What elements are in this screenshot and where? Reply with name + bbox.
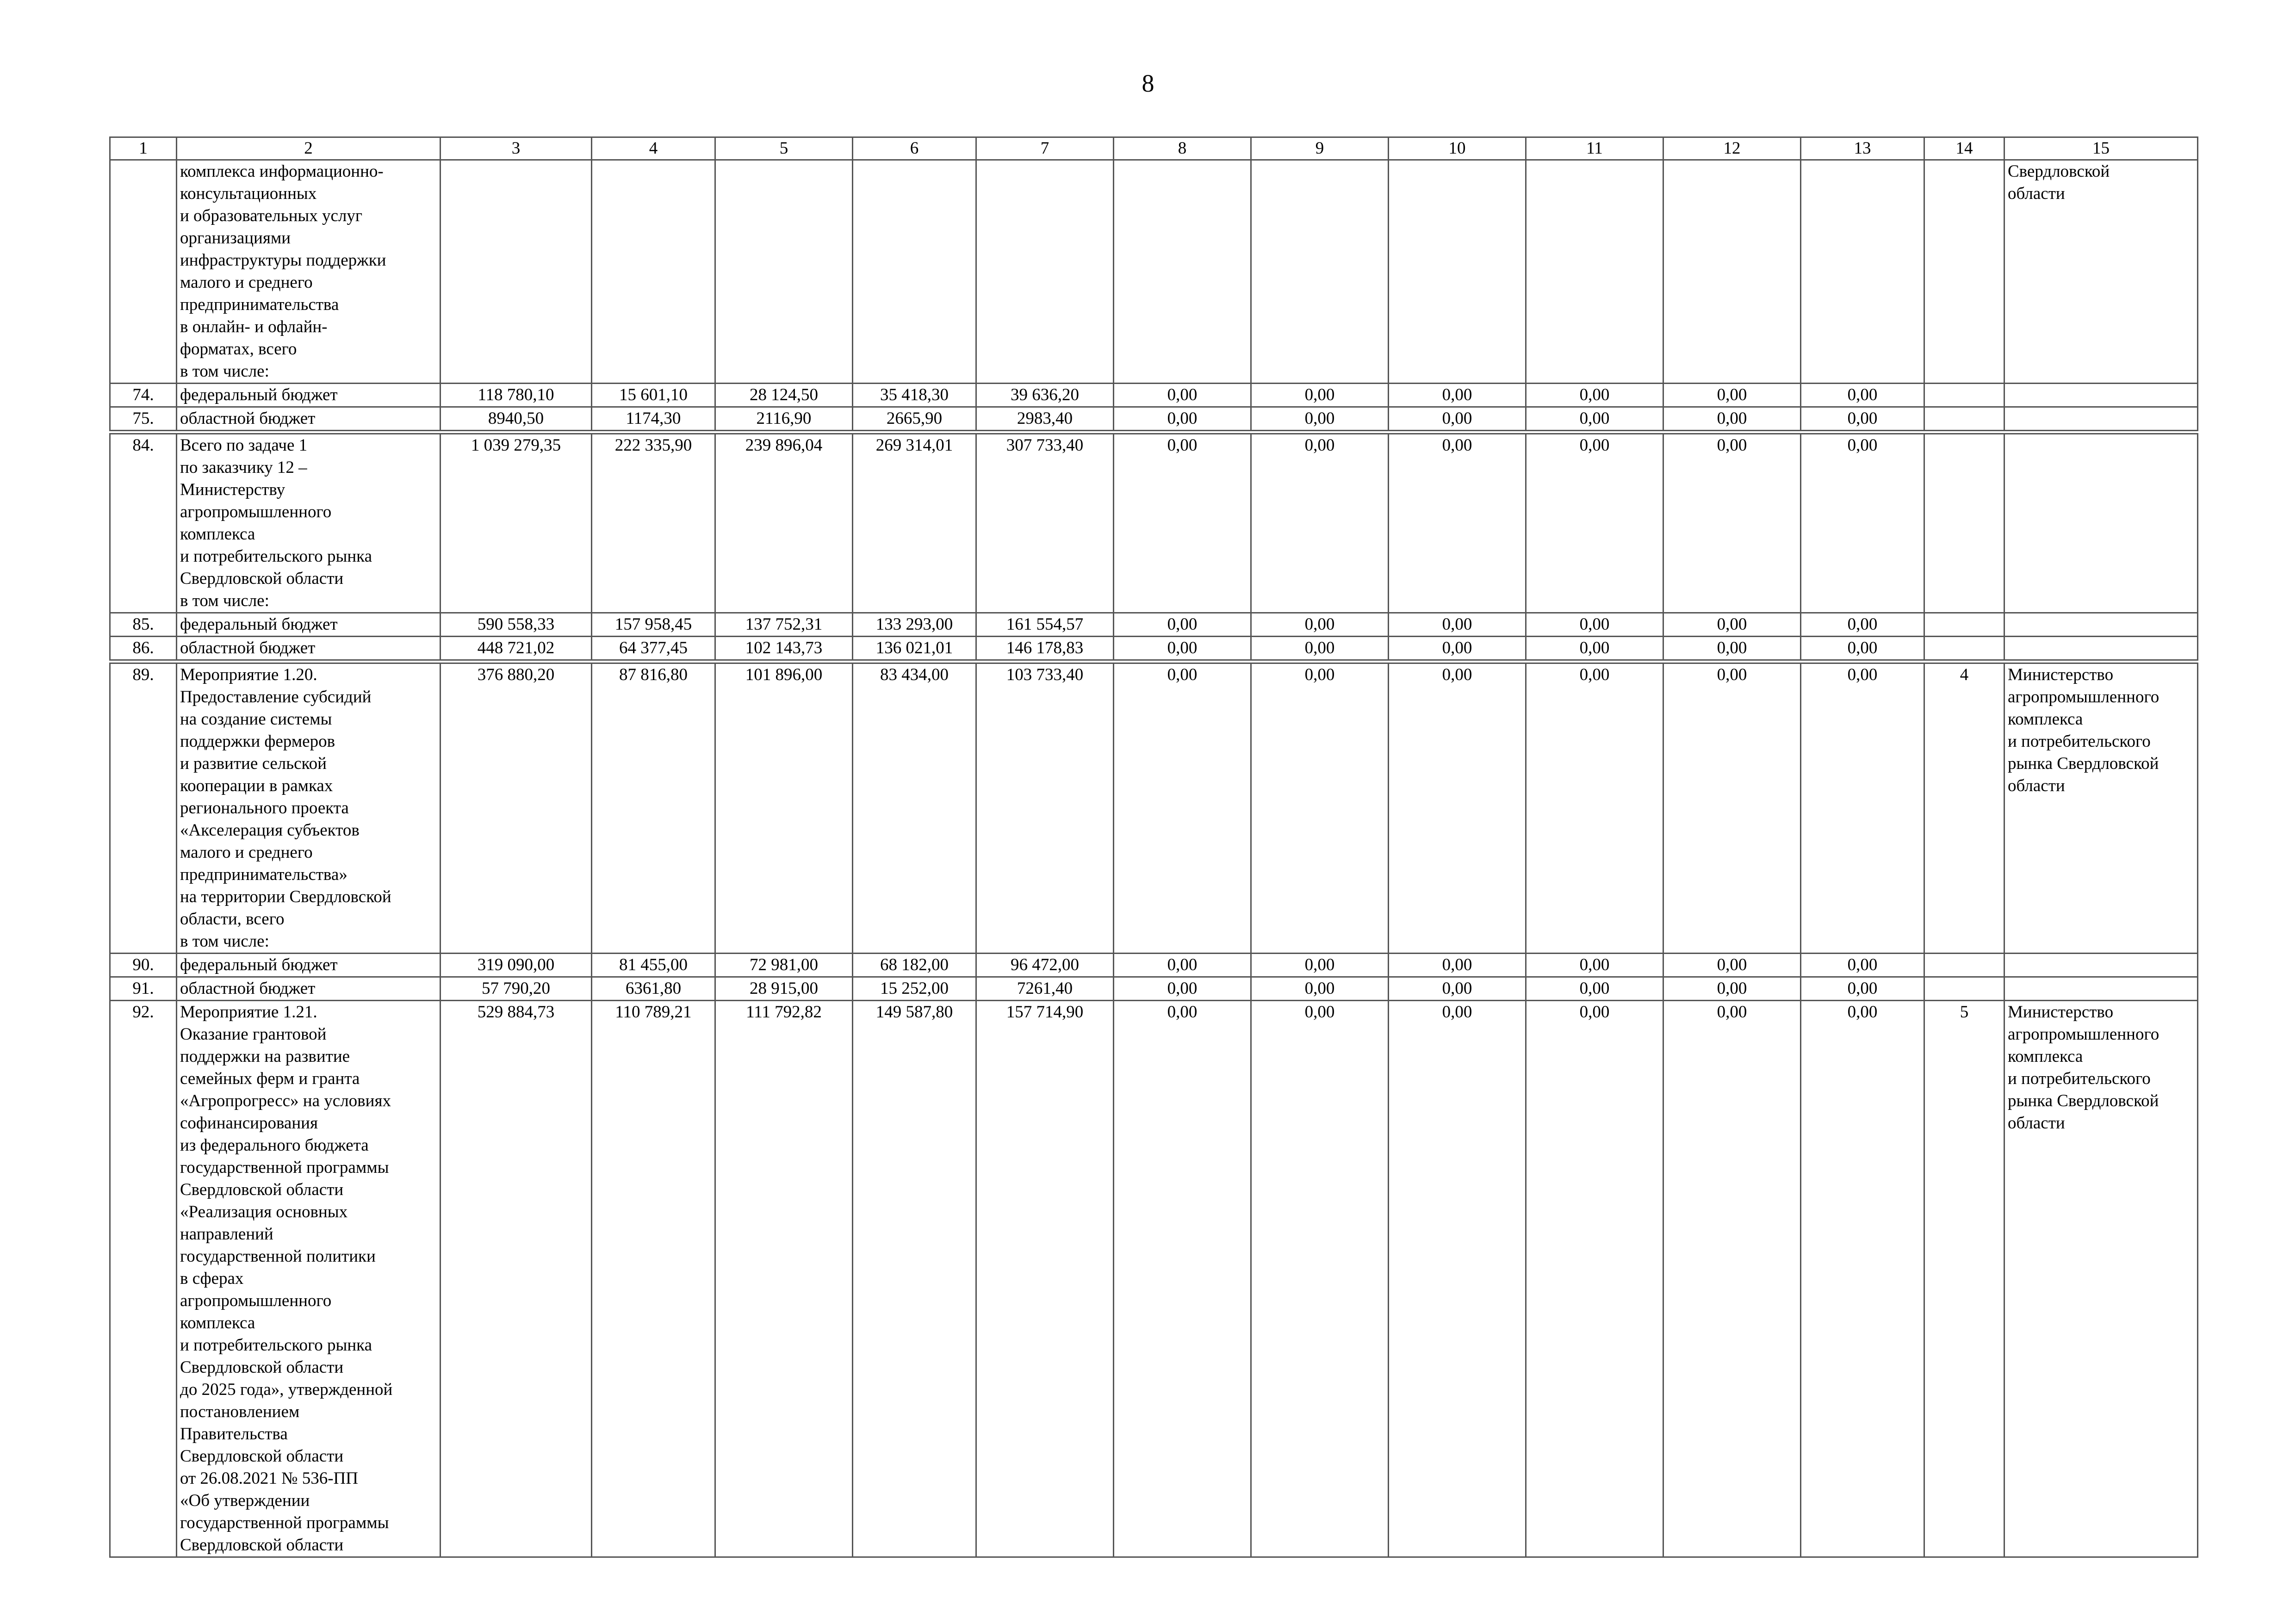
column-header: 13 <box>1801 137 1924 160</box>
value-cell: 0,00 <box>1801 432 1924 613</box>
table-row <box>110 432 2198 613</box>
table-row <box>110 613 2198 637</box>
value-cell: 68 182,00 <box>853 954 976 977</box>
target-indicator-cell <box>1924 613 2004 637</box>
row-number: 92. <box>110 1001 177 1557</box>
value-cell: 110 789,21 <box>592 1001 715 1557</box>
value-cell <box>1114 160 1251 384</box>
value-cell: 0,00 <box>1251 384 1389 407</box>
value-cell: 0,00 <box>1389 384 1526 407</box>
value-cell: 0,00 <box>1389 407 1526 433</box>
executor-cell <box>2004 384 2198 407</box>
value-cell: 161 554,57 <box>976 613 1114 637</box>
value-cell: 269 314,01 <box>853 432 976 613</box>
target-indicator-cell <box>1924 637 2004 662</box>
value-cell: 0,00 <box>1526 613 1663 637</box>
value-cell: 590 558,33 <box>441 613 592 637</box>
row-number: 90. <box>110 954 177 977</box>
value-cell: 0,00 <box>1114 1001 1251 1557</box>
value-cell: 0,00 <box>1801 613 1924 637</box>
value-cell: 2116,90 <box>715 407 853 433</box>
value-cell: 0,00 <box>1114 384 1251 407</box>
row-number: 84. <box>110 432 177 613</box>
table-row <box>110 977 2198 1001</box>
row-name: областной бюджет <box>177 977 441 1001</box>
target-indicator-cell <box>1924 160 2004 384</box>
executor-cell <box>2004 954 2198 977</box>
value-cell: 28 915,00 <box>715 977 853 1001</box>
value-cell: 0,00 <box>1801 1001 1924 1557</box>
value-cell: 448 721,02 <box>441 637 592 662</box>
value-cell: 0,00 <box>1251 977 1389 1001</box>
value-cell: 307 733,40 <box>976 432 1114 613</box>
value-cell: 39 636,20 <box>976 384 1114 407</box>
executor-cell: Министерство агропромышленного комплекса и потребительского рынка Свердловской области <box>2004 662 2198 954</box>
row-number: 89. <box>110 662 177 954</box>
value-cell: 1174,30 <box>592 407 715 433</box>
value-cell: 0,00 <box>1663 954 1801 977</box>
value-cell: 2665,90 <box>853 407 976 433</box>
row-name: федеральный бюджет <box>177 613 441 637</box>
value-cell: 0,00 <box>1663 662 1801 954</box>
value-cell: 239 896,04 <box>715 432 853 613</box>
value-cell: 0,00 <box>1663 977 1801 1001</box>
column-header: 14 <box>1924 137 2004 160</box>
value-cell: 0,00 <box>1114 407 1251 433</box>
value-cell: 0,00 <box>1663 432 1801 613</box>
row-name: федеральный бюджет <box>177 384 441 407</box>
column-header: 10 <box>1389 137 1526 160</box>
column-header: 4 <box>592 137 715 160</box>
executor-cell: Свердловской области <box>2004 160 2198 384</box>
row-name: областной бюджет <box>177 637 441 662</box>
value-cell: 0,00 <box>1663 407 1801 433</box>
executor-cell <box>2004 637 2198 662</box>
column-header: 15 <box>2004 137 2198 160</box>
row-name: федеральный бюджет <box>177 954 441 977</box>
value-cell <box>976 160 1114 384</box>
value-cell: 0,00 <box>1251 1001 1389 1557</box>
column-header: 12 <box>1663 137 1801 160</box>
column-header: 3 <box>441 137 592 160</box>
row-name: Мероприятие 1.20. Предоставление субсидий на создание системы поддержки фермеров и развитие сельской кооперации в рамках регионального проекта «Акселерация субъектов малого и среднего предпринимательства» на территории Свердловской области, всего в том числе: <box>177 662 441 954</box>
value-cell: 0,00 <box>1389 662 1526 954</box>
value-cell: 0,00 <box>1389 432 1526 613</box>
value-cell: 0,00 <box>1251 407 1389 433</box>
value-cell: 15 601,10 <box>592 384 715 407</box>
value-cell: 35 418,30 <box>853 384 976 407</box>
value-cell: 0,00 <box>1526 954 1663 977</box>
column-header: 11 <box>1526 137 1663 160</box>
value-cell: 0,00 <box>1114 954 1251 977</box>
budget-table <box>109 136 2198 1558</box>
value-cell: 0,00 <box>1526 1001 1663 1557</box>
value-cell: 0,00 <box>1663 384 1801 407</box>
value-cell: 0,00 <box>1801 407 1924 433</box>
row-number: 74. <box>110 384 177 407</box>
value-cell: 137 752,31 <box>715 613 853 637</box>
value-cell: 111 792,82 <box>715 1001 853 1557</box>
column-header: 8 <box>1114 137 1251 160</box>
value-cell: 529 884,73 <box>441 1001 592 1557</box>
value-cell: 1 039 279,35 <box>441 432 592 613</box>
target-indicator-cell <box>1924 384 2004 407</box>
column-header: 7 <box>976 137 1114 160</box>
table-row <box>110 637 2198 662</box>
value-cell: 28 124,50 <box>715 384 853 407</box>
target-indicator-cell <box>1924 407 2004 433</box>
value-cell: 0,00 <box>1663 637 1801 662</box>
value-cell: 0,00 <box>1526 637 1663 662</box>
value-cell: 376 880,20 <box>441 662 592 954</box>
column-header: 2 <box>177 137 441 160</box>
row-name: областной бюджет <box>177 407 441 433</box>
value-cell: 0,00 <box>1251 662 1389 954</box>
value-cell: 0,00 <box>1114 977 1251 1001</box>
value-cell: 118 780,10 <box>441 384 592 407</box>
table-row <box>110 1001 2198 1557</box>
value-cell: 0,00 <box>1526 662 1663 954</box>
value-cell: 149 587,80 <box>853 1001 976 1557</box>
row-number: 85. <box>110 613 177 637</box>
value-cell: 72 981,00 <box>715 954 853 977</box>
value-cell: 8940,50 <box>441 407 592 433</box>
value-cell <box>1251 160 1389 384</box>
table-row <box>110 662 2198 954</box>
value-cell: 81 455,00 <box>592 954 715 977</box>
value-cell: 222 335,90 <box>592 432 715 613</box>
value-cell <box>715 160 853 384</box>
value-cell: 319 090,00 <box>441 954 592 977</box>
value-cell: 0,00 <box>1663 613 1801 637</box>
row-number <box>110 160 177 384</box>
value-cell <box>1801 160 1924 384</box>
value-cell: 0,00 <box>1526 407 1663 433</box>
column-header: 1 <box>110 137 177 160</box>
value-cell: 0,00 <box>1801 954 1924 977</box>
value-cell <box>853 160 976 384</box>
row-name: Всего по задаче 1 по заказчику 12 – Министерству агропромышленного комплекса и потребительского рынка Свердловской области в том числе: <box>177 432 441 613</box>
executor-cell <box>2004 613 2198 637</box>
value-cell: 7261,40 <box>976 977 1114 1001</box>
row-name: Мероприятие 1.21. Оказание грантовой поддержки на развитие семейных ферм и гранта «Агропрогресс» на условиях софинансирования из федерального бюджета государственной программы Свердловской области «Реализация основных направлений государственной политики в сферах агропромышленного комплекса и потребительского рынка Свердловской области до 2025 года», утвержденной постановлением Правительства Свердловской области от 26.08.2021 № 536-ПП «Об утверждении государственной программы Свердловской области <box>177 1001 441 1557</box>
target-indicator-cell: 4 <box>1924 662 2004 954</box>
value-cell: 0,00 <box>1526 977 1663 1001</box>
target-indicator-cell <box>1924 954 2004 977</box>
executor-cell: Министерство агропромышленного комплекса и потребительского рынка Свердловской области <box>2004 1001 2198 1557</box>
value-cell: 136 021,01 <box>853 637 976 662</box>
value-cell: 0,00 <box>1251 432 1389 613</box>
column-header: 6 <box>853 137 976 160</box>
column-header: 5 <box>715 137 853 160</box>
value-cell: 0,00 <box>1801 637 1924 662</box>
value-cell: 0,00 <box>1114 637 1251 662</box>
value-cell: 0,00 <box>1114 432 1251 613</box>
executor-cell <box>2004 407 2198 433</box>
value-cell: 133 293,00 <box>853 613 976 637</box>
value-cell: 157 714,90 <box>976 1001 1114 1557</box>
row-number: 75. <box>110 407 177 433</box>
value-cell: 2983,40 <box>976 407 1114 433</box>
value-cell: 0,00 <box>1389 954 1526 977</box>
value-cell: 0,00 <box>1389 613 1526 637</box>
value-cell: 0,00 <box>1389 1001 1526 1557</box>
value-cell: 0,00 <box>1526 384 1663 407</box>
value-cell: 0,00 <box>1389 637 1526 662</box>
column-header: 9 <box>1251 137 1389 160</box>
target-indicator-cell <box>1924 432 2004 613</box>
value-cell: 83 434,00 <box>853 662 976 954</box>
table-row <box>110 954 2198 977</box>
value-cell: 6361,80 <box>592 977 715 1001</box>
executor-cell <box>2004 977 2198 1001</box>
value-cell: 0,00 <box>1251 637 1389 662</box>
value-cell: 0,00 <box>1114 662 1251 954</box>
page-number: 8 <box>1142 69 1154 97</box>
value-cell: 87 816,80 <box>592 662 715 954</box>
value-cell <box>1389 160 1526 384</box>
value-cell: 103 733,40 <box>976 662 1114 954</box>
value-cell: 146 178,83 <box>976 637 1114 662</box>
value-cell <box>1526 160 1663 384</box>
table-row <box>110 160 2198 384</box>
value-cell: 0,00 <box>1114 613 1251 637</box>
value-cell: 0,00 <box>1801 384 1924 407</box>
table-row <box>110 407 2198 433</box>
value-cell: 0,00 <box>1526 432 1663 613</box>
value-cell <box>1663 160 1801 384</box>
value-cell: 157 958,45 <box>592 613 715 637</box>
value-cell: 0,00 <box>1251 954 1389 977</box>
value-cell: 0,00 <box>1801 977 1924 1001</box>
value-cell <box>592 160 715 384</box>
header-row <box>110 137 2198 160</box>
value-cell: 57 790,20 <box>441 977 592 1001</box>
value-cell: 96 472,00 <box>976 954 1114 977</box>
value-cell: 0,00 <box>1389 977 1526 1001</box>
table-row <box>110 384 2198 407</box>
target-indicator-cell: 5 <box>1924 1001 2004 1557</box>
target-indicator-cell <box>1924 977 2004 1001</box>
value-cell: 0,00 <box>1801 662 1924 954</box>
value-cell: 15 252,00 <box>853 977 976 1001</box>
row-number: 86. <box>110 637 177 662</box>
value-cell: 64 377,45 <box>592 637 715 662</box>
value-cell: 102 143,73 <box>715 637 853 662</box>
value-cell <box>441 160 592 384</box>
executor-cell <box>2004 432 2198 613</box>
row-number: 91. <box>110 977 177 1001</box>
value-cell: 0,00 <box>1663 1001 1801 1557</box>
value-cell: 101 896,00 <box>715 662 853 954</box>
value-cell: 0,00 <box>1251 613 1389 637</box>
row-name: комплекса информационно- консультационных и образовательных услуг организациями инфраструктуры поддержки малого и среднего предпринимательства в онлайн- и офлайн- форматах, всего в том числе: <box>177 160 441 384</box>
